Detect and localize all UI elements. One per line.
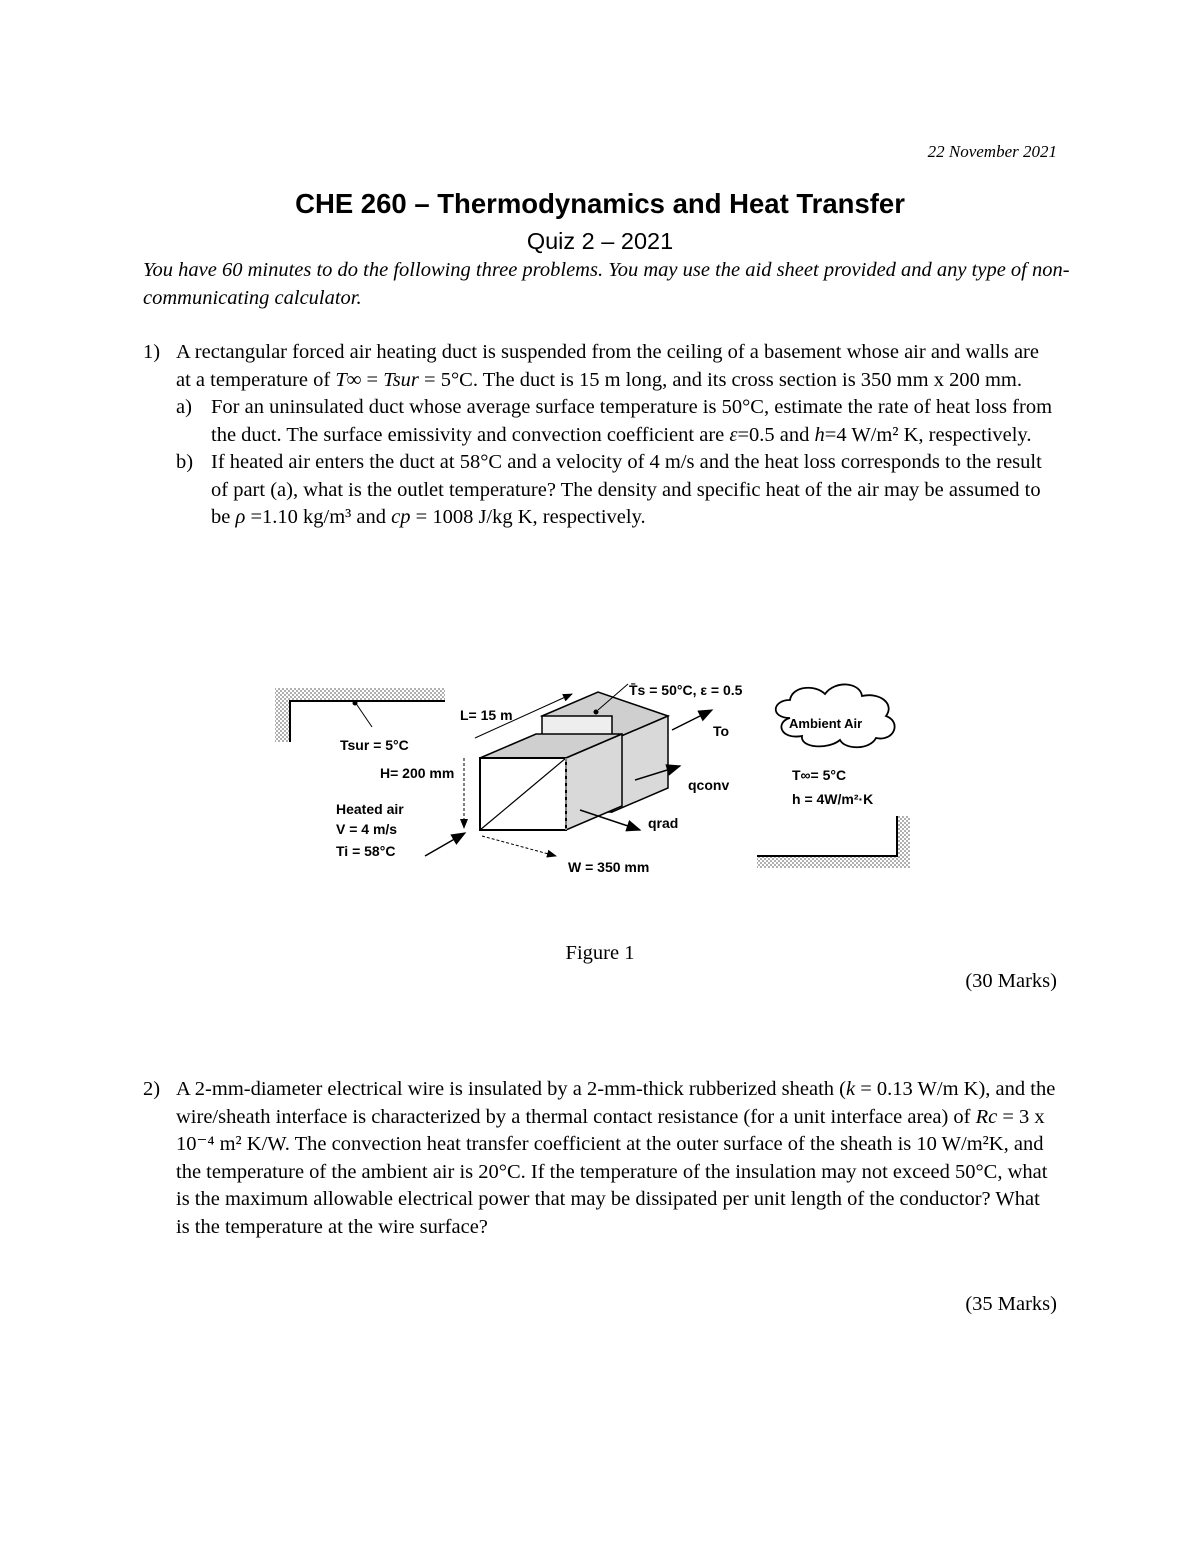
- quiz-subtitle: Quiz 2 – 2021: [526, 228, 674, 254]
- qconv-label: qconv: [688, 777, 730, 793]
- figure-caption: Figure 1: [565, 942, 635, 964]
- ceiling-line: [290, 701, 445, 742]
- qrad-label: qrad: [648, 815, 679, 831]
- part-label: a): [176, 396, 192, 418]
- problem-number: 1): [143, 341, 161, 363]
- outlet-arrow: [672, 710, 712, 730]
- part-label: b): [176, 451, 194, 473]
- duct-figure: [260, 670, 950, 890]
- floor-wall: [757, 816, 910, 868]
- tsur-label: Tsur = 5°C: [340, 737, 409, 753]
- ts-dot: [594, 710, 599, 715]
- problem-1-marks: (30 Marks): [965, 970, 1057, 992]
- problem-2-text: A 2-mm-diameter electrical wire is insulated by a 2-mm-thick rubberized sheath (k = 0.13 W/m K), and the wire/sheath interface is characterized by a thermal contact resistance (for a unit interface area) of Rc = 3 x 10⁻⁴ m² K/W. The convection heat transfer coefficient at the outer surface of the sheath is 10 W/m²K, and the temperature of the ambient air is 20°C. If the temperature of the insulation may not exceed 50°C, what is the maximum allowable electrical power that may be dissipated per unit length of the conductor? What is the temperature at the wire surface?: [176, 1078, 1056, 1238]
- ti-label: Ti = 58°C: [336, 843, 396, 859]
- problem-2: [143, 1076, 1058, 1241]
- ceiling-wall: [275, 688, 445, 742]
- problem-number: 2): [143, 1078, 161, 1100]
- height-label: H= 200 mm: [380, 765, 455, 781]
- part-a-text: For an uninsulated duct whose average surface temperature is 50°C, estimate the rate of heat loss from the duct. The surface emissivity and convection coefficient are ε=0.5 and h=4 W/m² K, respectively.: [211, 396, 1053, 446]
- instructions: You have 60 minutes to do the following three problems. You may use the aid sheet provided and any type of non-communicating calculator.: [143, 259, 1070, 309]
- heated-air-label: Heated air: [336, 801, 404, 817]
- page-title: CHE 260 – Thermodynamics and Heat Transfer: [295, 188, 905, 219]
- tsur-dot: [353, 701, 358, 706]
- velocity-label: V = 4 m/s: [336, 821, 398, 837]
- to-label: To: [713, 723, 730, 739]
- problem-2-marks: (35 Marks): [965, 1293, 1057, 1315]
- ambient-label: Ambient Air: [789, 716, 863, 731]
- tinf-label: T∞= 5°C: [792, 767, 847, 783]
- part-a: [176, 394, 1058, 449]
- tsur-leader: [355, 702, 372, 727]
- part-b-text: If heated air enters the duct at 58°C and a velocity of 4 m/s and the heat loss corresponds to the result of part (a), what is the outlet temperature? The density and specific heat of the air may be assumed to be ρ =1.10 kg/m³ and cp = 1008 J/kg K, respectively.: [211, 451, 1042, 528]
- problem-1: [143, 339, 1058, 532]
- part-b: [176, 449, 1058, 532]
- length-label: L= 15 m: [460, 707, 513, 723]
- width-label: W = 350 mm: [568, 859, 650, 875]
- width-dim: [482, 836, 556, 856]
- floor-line: [757, 816, 897, 856]
- inlet-arrow: [425, 833, 465, 856]
- h-label: h = 4W/m²·K: [792, 791, 874, 807]
- ts-label: T̄s = 50°C, ε = 0.5: [629, 682, 743, 698]
- problem-1-text: A rectangular forced air heating duct is suspended from the ceiling of a basement whose air and walls are at a temperature of T∞ = Tsur = 5°C. The duct is 15 m long, and its cross section is 350 mm x 200 mm.: [176, 341, 1039, 391]
- date: 22 November 2021: [927, 142, 1057, 161]
